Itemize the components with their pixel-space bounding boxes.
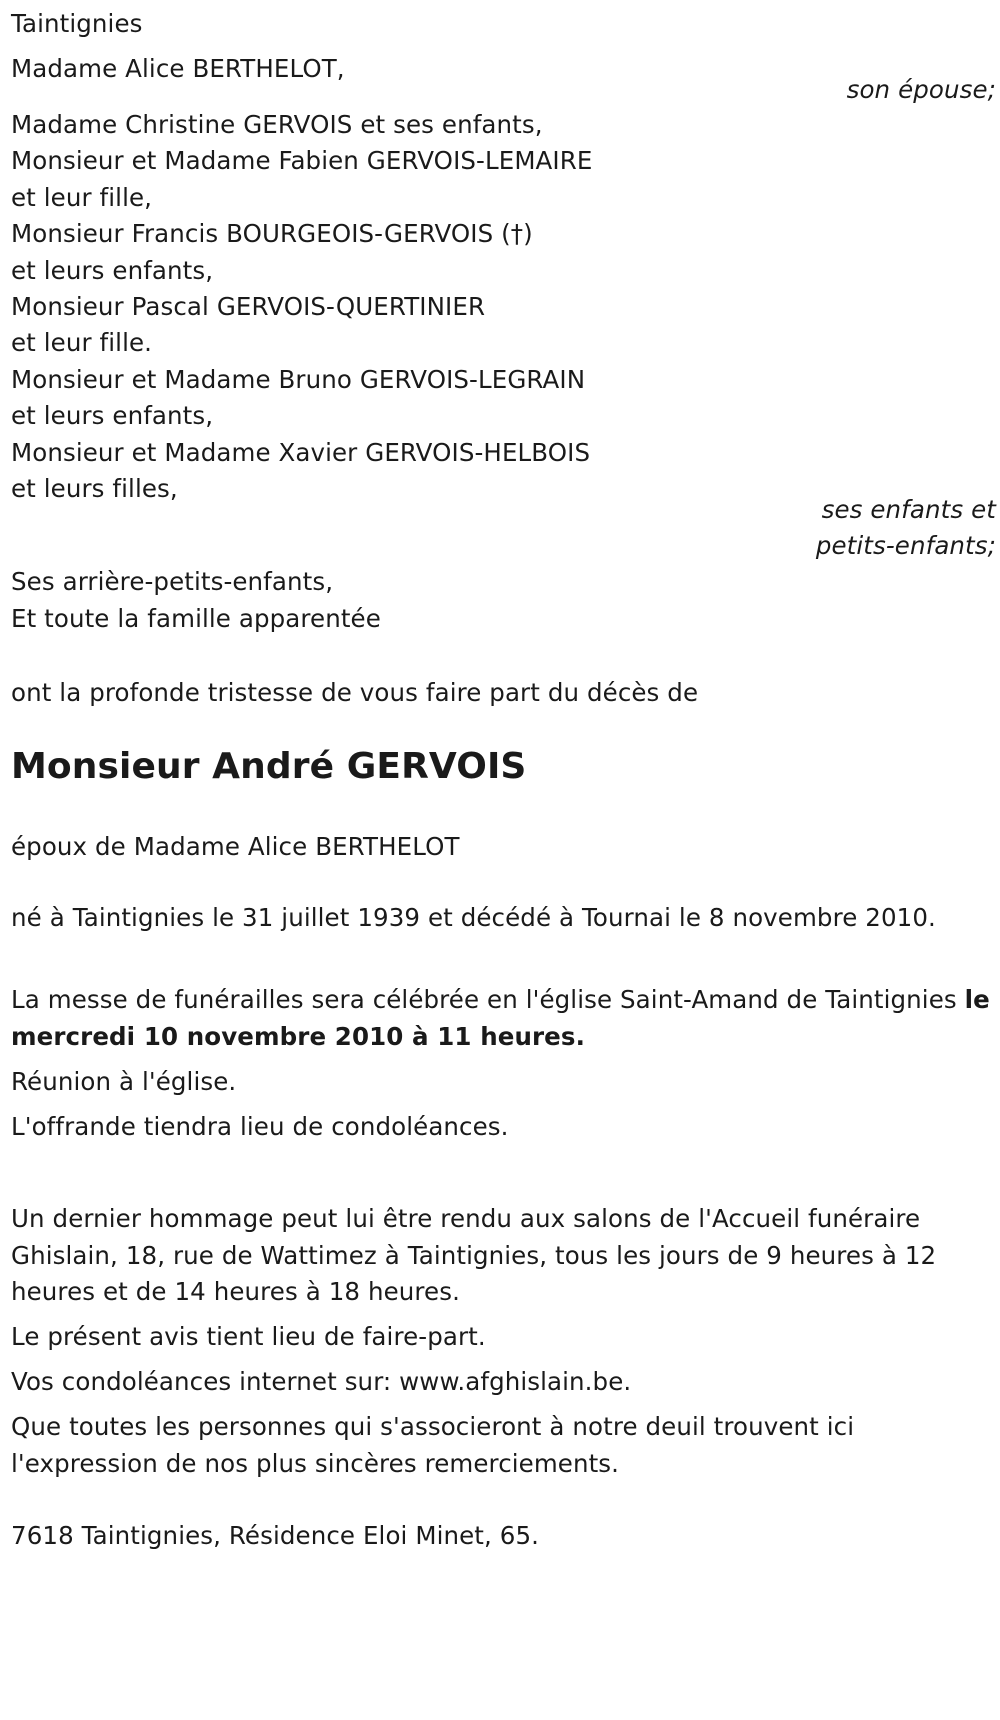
extended-family: Et toute la famille apparentée (11, 604, 381, 633)
family-line: et leur fille, (11, 182, 153, 212)
family-line: Monsieur et Madame Fabien GERVOIS-LEMAIRE (11, 146, 593, 176)
children-role-line2: petits-enfants; (815, 531, 996, 560)
family-line: et leur fille. (11, 328, 153, 358)
funeral-mass-text (11, 982, 991, 1055)
meeting-text: Réunion à l'église. (11, 1067, 237, 1096)
family-list (11, 107, 592, 507)
family-line: Monsieur Pascal GERVOIS-QUERTINIER (11, 292, 486, 322)
spouse-role: son épouse; (846, 75, 996, 104)
children-role-line1: ses enfants et (821, 495, 996, 524)
tribute-text: Un dernier hommage peut lui être rendu aux salons de l'Accueil funéraire Ghislain, 18, rue de Wattimez à Taintignies, tous les jours de 9 heures à 12 heures et de 14 heures à 18 heures. (11, 1204, 937, 1306)
announcement-intro: ont la profonde tristesse de vous faire part du décès de (11, 678, 699, 707)
family-line: Monsieur et Madame Bruno GERVOIS-LEGRAIN (11, 364, 586, 394)
condolences-link-text: Vos condoléances internet sur: www.afghislain.be. (11, 1367, 632, 1396)
family-line: et leurs enfants, (11, 401, 214, 431)
great-grandchildren: Ses arrière-petits-enfants, (11, 567, 334, 596)
footer-address: 7618 Taintignies, Résidence Eloi Minet, 65. (11, 1521, 540, 1550)
family-line: et leurs enfants, (11, 255, 214, 285)
deceased-name: Monsieur André GERVOIS (11, 746, 527, 787)
town-heading: Taintignies (11, 9, 143, 38)
family-line: et leurs filles, (11, 474, 178, 504)
family-line: Monsieur et Madame Xavier GERVOIS-HELBOIS (11, 437, 591, 467)
family-line: Monsieur Francis BOURGEOIS-GERVOIS (†) (11, 219, 533, 249)
thanks-text: Que toutes les personnes qui s'associeront à notre deuil trouvent ici l'expression de nos plus sincères remerciements. (11, 1412, 855, 1478)
spouse-line: Madame Alice BERTHELOT, (11, 54, 345, 83)
mass-location: La messe de funérailles sera célébrée en l'église Saint-Amand de Taintignies (11, 985, 965, 1014)
family-line: Madame Christine GERVOIS et ses enfants, (11, 110, 543, 139)
mass-date: le mercredi 10 novembre 2010 à 11 heures. (11, 985, 990, 1051)
birth-death-text: né à Taintignies le 31 juillet 1939 et décédé à Tournai le 8 novembre 2010. (11, 903, 936, 932)
notice-text: Le présent avis tient lieu de faire-part. (11, 1322, 486, 1351)
spouse-of: époux de Madame Alice BERTHELOT (11, 832, 460, 861)
offering-text: L'offrande tiendra lieu de condoléances. (11, 1112, 509, 1141)
